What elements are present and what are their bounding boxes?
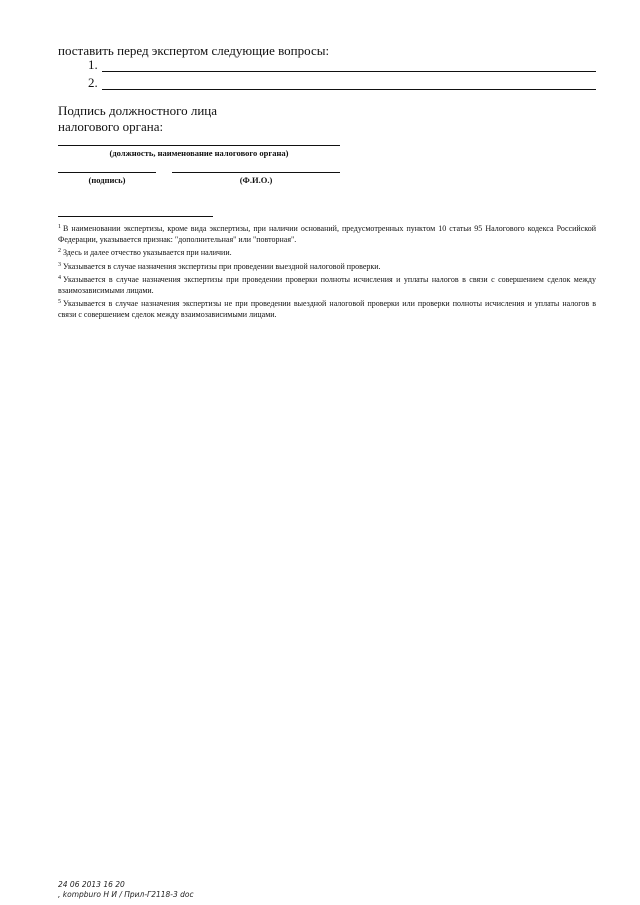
position-line[interactable] bbox=[58, 145, 340, 146]
footnote bbox=[58, 273, 596, 296]
footnote-separator bbox=[58, 216, 213, 217]
print-stamp bbox=[58, 880, 194, 900]
signature-title-line1: Подпись должностного лица bbox=[58, 103, 218, 118]
footnote-text: Указывается в случае назначения экспертизы при проведении выездной налоговой проверки. bbox=[63, 261, 381, 271]
footnote-mark: 5 bbox=[58, 299, 61, 305]
footnote-text: Здесь и далее отчество указывается при наличии. bbox=[63, 248, 232, 257]
footnote bbox=[58, 222, 596, 245]
intro-text: поставить перед экспертом следующие вопросы: bbox=[58, 43, 330, 58]
question-number-1: 1. bbox=[88, 57, 98, 72]
footnote-text: В наименовании экспертизы, кроме вида экспертизы, при наличии оснований, предусмотренных пунктом 10 статьи 95 Налогового кодекса Российской Федерации, указывается признак: "дополнительная" или "повторная". bbox=[58, 224, 596, 244]
footnotes bbox=[58, 222, 596, 321]
signature-title-line2: налогового органа: bbox=[58, 119, 164, 134]
footnote-mark: 4 bbox=[58, 275, 61, 281]
footnote-text: Указывается в случае назначения экспертизы при проведении проверки полноты исчисления и уплаты налогов в связи с совершением сделок между взаимозависимыми лицами. bbox=[58, 275, 596, 295]
question-number-2: 2. bbox=[88, 75, 98, 90]
print-stamp-file: , kompburo Н И / Прил-Г2118-3 doc bbox=[58, 890, 194, 899]
signature-caption: (подпись) bbox=[88, 175, 126, 185]
footnote-mark: 3 bbox=[58, 261, 61, 268]
print-stamp-date: 24 06 2013 16 20 bbox=[58, 880, 125, 889]
question-line-2[interactable] bbox=[102, 89, 596, 90]
footnote-text: Указывается в случае назначения экспертизы не при проведении выездной налоговой проверки или проверки полноты исчисления и уплаты налогов в связи с совершением сделок между взаимозависимыми лицами. bbox=[58, 299, 596, 319]
footnote bbox=[58, 297, 596, 320]
footnote bbox=[58, 260, 596, 273]
signature-line[interactable] bbox=[58, 172, 156, 173]
position-caption: (должность, наименование налогового органа) bbox=[109, 148, 289, 158]
footnote-mark: 2 bbox=[58, 248, 61, 254]
question-line-1[interactable] bbox=[102, 71, 596, 72]
footnote-mark: 1 bbox=[58, 224, 61, 230]
footnote bbox=[58, 246, 596, 259]
name-caption: (Ф.И.О.) bbox=[239, 175, 273, 185]
name-line[interactable] bbox=[172, 172, 340, 173]
signature-title bbox=[58, 103, 217, 135]
